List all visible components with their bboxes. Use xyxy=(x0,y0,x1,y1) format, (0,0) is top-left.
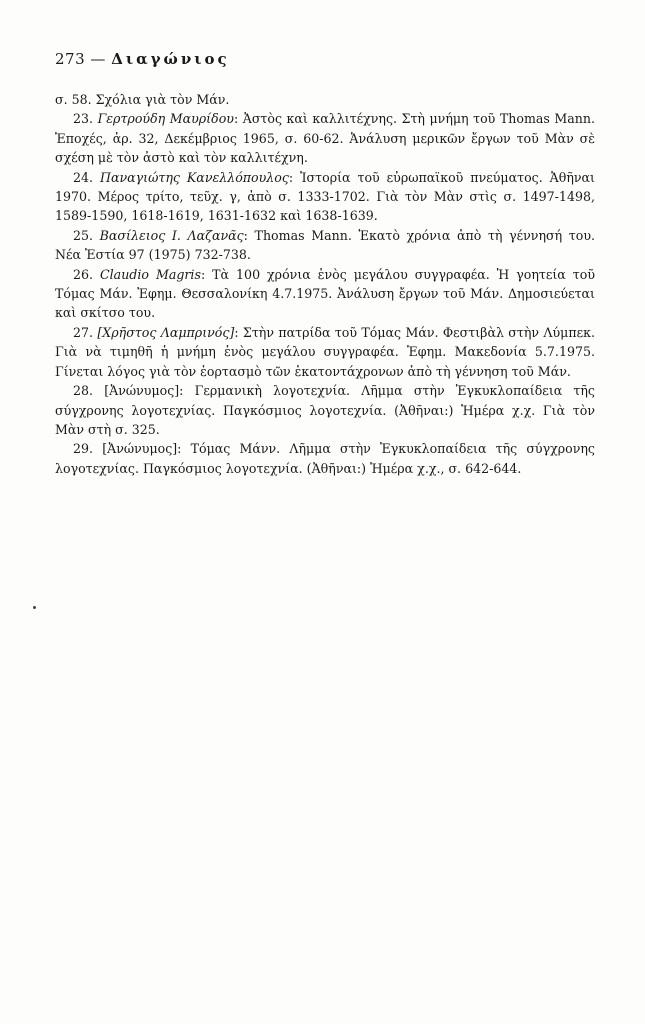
entry-author: Claudio Magris xyxy=(100,266,201,282)
bibliography-entry xyxy=(55,168,595,226)
entry-text: : Ἱστορία τοῦ εὐρωπαϊκοῦ πνεύματος. Ἀθῆναι 1970. Μέρος τρίτο, τεῦχ. γ, ἀπὸ σ. 1333-1702. Γιὰ τὸν Μὰν στὶς σ. 1497-1498, 1589-1590, 1618-1619, 1631-1632 καὶ 1638-1639. xyxy=(55,169,595,224)
bibliography-list xyxy=(55,90,595,478)
bibliography-entry xyxy=(55,323,595,381)
bibliography-entry xyxy=(55,90,595,109)
entry-text: [Ἀνώνυμος]: Τόμας Μάνν. Λῆμμα στὴν Ἐγκυκλοπαίδεια τῆς σύγχρονης λογοτεχνίας. Παγκόσμιος λογοτεχνία. (Ἀθῆναι:) Ἡμέρα χ.χ., σ. 642-644. xyxy=(55,441,595,476)
entry-number: 28. xyxy=(73,383,94,399)
bibliography-entry xyxy=(55,265,595,323)
entry-number: 24. xyxy=(73,169,94,185)
print-speck xyxy=(33,606,36,609)
entry-text: : Τὰ 100 χρόνια ἑνὸς μεγάλου συγγραφέα. Ἡ γοητεία τοῦ Τόμας Μάν. Ἐφημ. Θεσσαλονίκη 4.7.1975. Ἀνάλυση ἔργων τοῦ Μάν. Δημοσιεύεται καὶ σκίτσο του. xyxy=(55,266,595,321)
entry-text: σ. 58. Σχόλια γιὰ τὸν Μάν. xyxy=(55,92,230,107)
entry-number: 27. xyxy=(73,324,94,340)
entry-author: [Χρῆστος Λαμπρινός] xyxy=(97,324,235,340)
entry-author: Βασίλειος Ι. Λαζανᾶς xyxy=(99,227,244,243)
entry-number: 23. xyxy=(73,111,94,127)
running-head xyxy=(55,50,230,68)
bibliography-entry xyxy=(55,109,595,167)
entry-text: : Thomas Mann. Ἑκατὸ χρόνια ἀπὸ τὴ γέννησή του. Νέα Ἑστία 97 (1975) 732-738. xyxy=(55,227,595,263)
entry-number: 26. xyxy=(73,266,94,282)
entry-author: Παναγιώτης Κανελλόπουλος xyxy=(100,169,289,185)
entry-number: 25. xyxy=(73,227,94,243)
bibliography-entry xyxy=(55,226,595,265)
entry-text: [Ἀνώνυμος]: Γερμανικὴ λογοτεχνία. Λῆμμα στὴν Ἐγκυκλοπαίδεια τῆς σύγχρονης λογοτεχνίας. Παγκόσμιος λογοτεχνία. (Ἀθῆναι:) Ἡμέρα χ.χ. Γιὰ τὸν Μὰν στὴ σ. 325. xyxy=(55,383,595,437)
bibliography-entry xyxy=(55,381,595,439)
entry-number: 29. xyxy=(73,441,94,457)
page-number: 273 xyxy=(55,50,86,68)
header-dash: — xyxy=(90,50,106,68)
entry-author: Γερτρούδη Μαυρίδου xyxy=(97,111,234,127)
bibliography-entry xyxy=(55,439,595,478)
entry-text: : Στὴν πατρίδα τοῦ Τόμας Μάν. Φεστιβὰλ στὴν Λύμπεκ. Γιὰ νὰ τιμηθῆ ἡ μνήμη ἑνὸς μεγάλου συγγραφέα. Ἐφημ. Μακεδονία 5.7.1975. Γίνεται λόγος γιὰ τὸν ἑορτασμὸ τῶν ἑκατοντάχρονων ἀπὸ τὴ γέννηση τοῦ Μάν. xyxy=(55,324,595,379)
journal-title: Διαγώνιος xyxy=(111,50,230,68)
entry-text: : Ἀστὸς καὶ καλλιτέχνης. Στὴ μνήμη τοῦ Thomas Mann. Ἐποχές, ἀρ. 32, Δεκέμβριος 1965, σ. 60-62. Ἀνάλυση μερικῶν ἔργων τοῦ Μὰν σὲ σχέση μὲ τὸν ἀστὸ καὶ τὸν καλλιτέχνη. xyxy=(55,111,596,166)
